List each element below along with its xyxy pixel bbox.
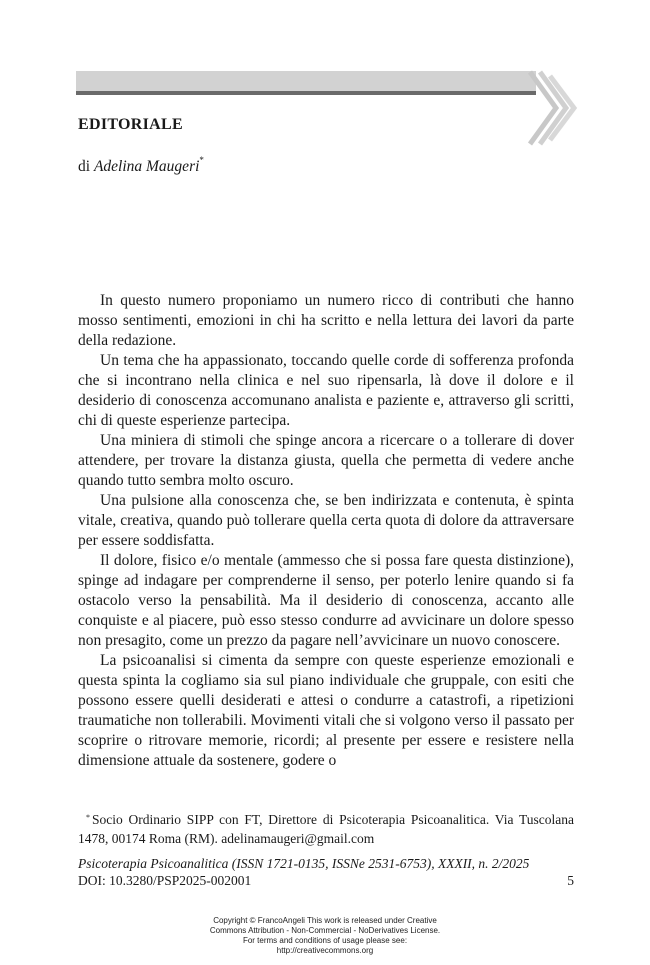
footnote-reference: * [199,155,204,165]
body-paragraph: Una pulsione alla conoscenza che, se ben indirizzata e contenuta, è spinta vitale, creativa, quando può tollerare quella certa quota di dolore da attraversare per essere soddisfatta. [78,492,574,549]
journal-info [78,855,574,889]
byline-prefix: di [78,158,91,176]
page-number: 5 [567,873,574,888]
license-line: Copyright © FrancoAngeli This work is released under Creative [213,916,437,925]
journal-citation: Psicoterapia Psicoanalitica (ISSN 1721-0135, ISSNe 2531-6753), XXXII, n. 2/2025 [78,856,530,871]
chevron-decoration-icon [526,68,578,148]
body-paragraph: Una miniera di stimoli che spinge ancora a ricercare o a tollerare di dover attendere, per trovare la distanza giusta, quella che permetta di vedere anche quando tutto sembra molto oscuro. [78,432,574,489]
license-line: Commons Attribution - Non-Commercial - NoDerivatives License. [209,926,441,935]
footnote-mark: * [86,813,90,822]
doi: DOI: 10.3280/PSP2025-002001 [78,873,252,888]
header-rule [76,91,536,95]
body-paragraph: Il dolore, fisico e/o mentale (ammesso che si possa fare questa distinzione), spinge ad indagare per comprenderne il senso, per poterlo lenire quando si fa ostacolo verso la pensabilità. Ma il desiderio di conoscenza, accanto alle conquiste e al piacere, può esso stesso condurre ad avvicinare un dolore spesso non presagito, come un prezzo da pagare nell’avvicinare un nuovo conoscere. [78,552,574,649]
license-link[interactable]: http://creativecommons.org [276,946,374,955]
body-paragraph: La psicoanalisi si cimenta da sempre con queste esperienze emozionali e questa spinta la cogliamo sia sul piano individuale che gruppale, con esiti che possono essere quelli desiderati e attesi o condurre a catastrofi, a ripetizioni traumatiche non tollerabili. Movimenti vitali che si volgono verso il passato per scoprire o ritrovare memorie, ricordi; al presente per essere e resistere nella dimensione attuale da sostenere, godere o [78,652,574,769]
footnote [78,811,574,847]
byline [78,157,204,176]
body-paragraph: Un tema che ha appassionato, toccando quelle corde di sofferenza profonda che si incontrano nella clinica e nel suo ripensarla, là dove il dolore e il desiderio di conoscenza accomunano analista e paziente e, attraverso gli scritti, chi di queste esperienze partecipa. [78,352,574,429]
article-body [78,291,574,771]
footnote-text: Socio Ordinario SIPP con FT, Direttore di Psicoterapia Psicoanalitica. Via Tuscolana 1478, 00174 Roma (RM). adelinamaugeri@gmail.com [78,812,574,846]
license-notice [0,916,650,956]
body-paragraph: In questo numero proponiamo un numero ricco di contributi che hanno mosso sentimenti, emozioni in chi ha scritto e nella lettura dei lavori da parte della redazione. [78,292,574,349]
license-line: For terms and conditions of usage please see: [242,936,408,945]
doi-row [78,872,574,889]
header-band [76,71,536,91]
article-title: EDITORIALE [78,116,183,133]
author-name: Adelina Maugeri [93,158,200,176]
